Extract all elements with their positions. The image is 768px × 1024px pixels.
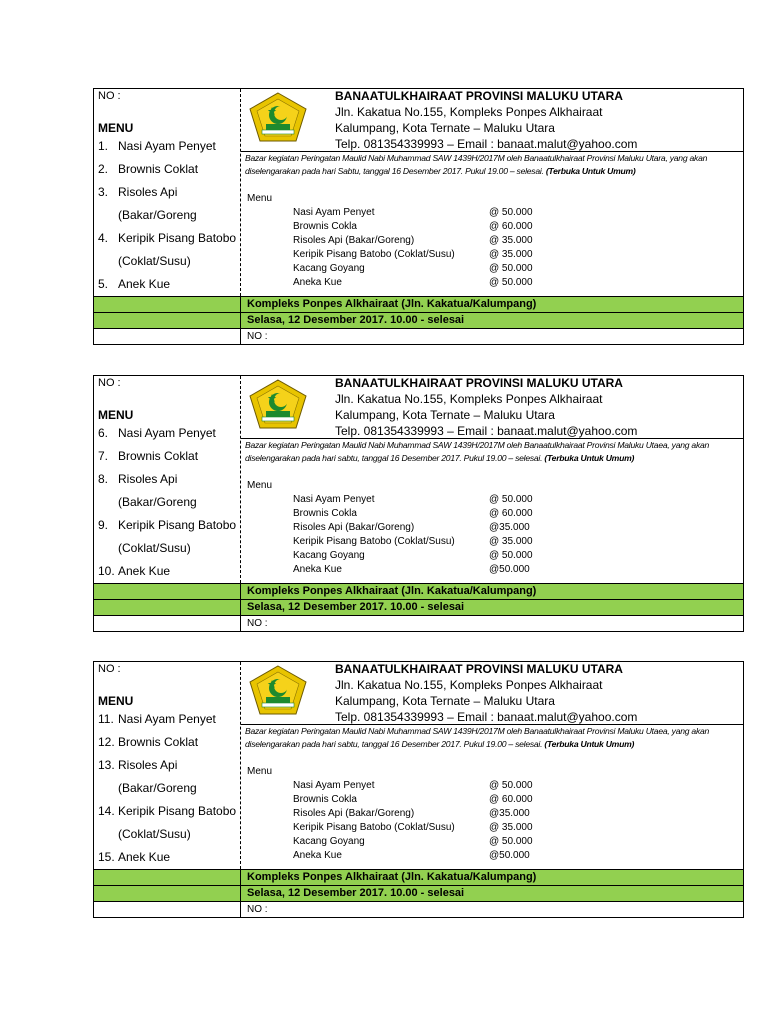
organization-address-line1: Jln. Kakatua No.155, Kompleks Ponpes Alkhairaat: [335, 392, 603, 406]
stub-menu-item: [98, 472, 177, 486]
ticket-footer: [94, 901, 743, 918]
open-to-public-note: (Terbuka Untuk Umum): [544, 453, 635, 463]
menu-item-name: Keripik Pisang Batobo (Coklat/Susu): [293, 536, 455, 547]
menu-item-name: Nasi Ayam Penyet: [293, 207, 375, 218]
stub-menu-item: [98, 518, 236, 532]
menu-item-name: Nasi Ayam Penyet: [293, 494, 375, 505]
event-location: Kompleks Ponpes Alkhairaat (Jln. Kakatua/Kalumpang): [247, 298, 537, 310]
menu-item-price: @ 35.000: [489, 235, 533, 246]
menu-item-name: Aneka Kue: [293, 850, 342, 861]
menu-item-name: Keripik Pisang Batobo (Coklat/Susu): [293, 822, 455, 833]
stub-item-number: 13.: [98, 758, 115, 772]
ticket-stub: [94, 662, 241, 869]
organization-name: BANAATULKHAIRAAT PROVINSI MALUKU UTARA: [335, 662, 623, 676]
stub-number-label: NO :: [98, 663, 121, 675]
stub-item-text: (Coklat/Susu): [118, 254, 191, 268]
stub-item-text: (Bakar/Goreng: [118, 208, 197, 222]
ticket-number-label: NO :: [247, 331, 268, 342]
stub-item-number: 7.: [98, 449, 109, 463]
organization-emblem-icon: [248, 91, 308, 143]
menu-item-name: Nasi Ayam Penyet: [293, 780, 375, 791]
ticket-number-label: NO :: [247, 618, 268, 629]
ticket-number-label: NO :: [247, 904, 268, 915]
stub-menu-item: [98, 564, 170, 578]
footer-divider: [240, 329, 241, 345]
menu-item-price: @ 50.000: [489, 494, 533, 505]
organization-address-line1: Jln. Kakatua No.155, Kompleks Ponpes Alkhairaat: [335, 105, 603, 119]
menu-label: Menu: [247, 766, 273, 777]
stub-number-label: NO :: [98, 90, 121, 102]
menu-item-price: @50.000: [489, 564, 530, 575]
event-location: Kompleks Ponpes Alkhairaat (Jln. Kakatua/Kalumpang): [247, 871, 537, 883]
band-divider: [240, 297, 241, 313]
bazar-ticket: [93, 375, 744, 632]
footer-divider: [240, 902, 241, 918]
menu-item-price: @50.000: [489, 850, 530, 861]
stub-item-number: 5.: [98, 277, 109, 291]
stub-item-text: (Bakar/Goreng: [118, 495, 197, 509]
stub-item-text: (Coklat/Susu): [118, 541, 191, 555]
stub-item-text: Keripik Pisang Batobo: [118, 804, 237, 818]
stub-item-text: Anek Kue: [118, 564, 171, 578]
stub-item-number: 14.: [98, 804, 115, 818]
stub-item-number: 11.: [98, 712, 114, 726]
stub-menu-item: [98, 277, 170, 291]
stub-item-text: Nasi Ayam Penyet: [118, 712, 216, 726]
menu-item-name: Risoles Api (Bakar/Goreng): [293, 522, 415, 533]
stub-menu-item: [98, 495, 197, 509]
menu-item-price: @ 60.000: [489, 794, 533, 805]
menu-item-name: Brownis Cokla: [293, 508, 357, 519]
stub-item-text: Anek Kue: [118, 277, 171, 291]
stub-item-text: Nasi Ayam Penyet: [118, 139, 216, 153]
menu-item-price: @ 60.000: [489, 508, 533, 519]
stub-item-number: 4.: [98, 231, 109, 245]
event-description-text: Bazar kegiatan Peringatan Maulid Nabi Muhammad SAW 1439H/2017M oleh Banaatulkhairaat Provinsi Maluku Utara, yang akan diselengarakan pada hari Sabtu, tanggal 16 Desember 2017. Pukul 19.00 – selesai.: [245, 153, 708, 176]
menu-item-name: Aneka Kue: [293, 564, 342, 575]
organization-address-line1: Jln. Kakatua No.155, Kompleks Ponpes Alkhairaat: [335, 678, 603, 692]
band-divider: [240, 313, 241, 329]
stub-item-number: 8.: [98, 472, 109, 486]
menu-label: Menu: [247, 480, 273, 491]
organization-emblem-icon: [248, 378, 308, 430]
organization-name: BANAATULKHAIRAAT PROVINSI MALUKU UTARA: [335, 376, 623, 390]
stub-item-text: Brownis Coklat: [118, 162, 199, 176]
ticket-stub: [94, 376, 241, 583]
menu-item-price: @ 50.000: [489, 550, 533, 561]
stub-item-number: 6.: [98, 426, 109, 440]
event-description: [245, 152, 741, 178]
stub-menu-item: [98, 449, 198, 463]
stub-item-text: Risoles Api: [118, 758, 178, 772]
open-to-public-note: (Terbuka Untuk Umum): [544, 739, 635, 749]
organization-address-line2: Kalumpang, Kota Ternate – Maluku Utara: [335, 121, 555, 135]
stub-item-number: 10.: [98, 564, 115, 578]
ticket-footer: [94, 615, 743, 632]
menu-item-name: Kacang Goyang: [293, 550, 365, 561]
stub-menu-item: [98, 185, 177, 199]
menu-item-name: Aneka Kue: [293, 277, 342, 288]
schedule-band: [94, 599, 743, 616]
menu-item-price: @ 50.000: [489, 836, 533, 847]
organization-address-line2: Kalumpang, Kota Ternate – Maluku Utara: [335, 408, 555, 422]
menu-item-price: @ 50.000: [489, 207, 533, 218]
menu-item-name: Keripik Pisang Batobo (Coklat/Susu): [293, 249, 455, 260]
menu-item-name: Risoles Api (Bakar/Goreng): [293, 808, 415, 819]
menu-item-price: @35.000: [489, 808, 530, 819]
stub-menu-item: [98, 758, 177, 772]
stub-item-text: Nasi Ayam Penyet: [118, 426, 216, 440]
ticket-stub: [94, 89, 241, 296]
menu-item-price: @35.000: [489, 522, 530, 533]
stub-item-number: 15.: [98, 850, 115, 864]
stub-item-text: Keripik Pisang Batobo: [118, 231, 237, 245]
event-schedule: Selasa, 12 Desember 2017. 10.00 - selesai: [247, 601, 465, 613]
open-to-public-note: (Terbuka Untuk Umum): [545, 166, 636, 176]
stub-menu-title: MENU: [98, 408, 134, 422]
stub-menu-item: [98, 712, 216, 726]
band-divider: [240, 886, 241, 902]
stub-menu-title: MENU: [98, 121, 134, 135]
menu-item-price: @ 50.000: [489, 263, 533, 274]
organization-emblem-icon: [248, 664, 308, 716]
organization-address-line2: Kalumpang, Kota Ternate – Maluku Utara: [335, 694, 555, 708]
stub-menu-item: [98, 139, 216, 153]
menu-item-name: Kacang Goyang: [293, 263, 365, 274]
band-divider: [240, 584, 241, 600]
location-band: [94, 296, 743, 313]
organization-contact: Telp. 081354339993 – Email : banaat.malut@yahoo.com: [335, 137, 638, 151]
location-band: [94, 869, 743, 886]
menu-item-name: Risoles Api (Bakar/Goreng): [293, 235, 415, 246]
stub-menu-item: [98, 254, 191, 268]
band-divider: [240, 870, 241, 886]
stub-menu-title: MENU: [98, 694, 134, 708]
stub-menu-item: [98, 231, 236, 245]
event-schedule: Selasa, 12 Desember 2017. 10.00 - selesai: [247, 314, 465, 326]
event-schedule: Selasa, 12 Desember 2017. 10.00 - selesai: [247, 887, 465, 899]
stub-menu-item: [98, 804, 236, 818]
bazar-ticket: [93, 661, 744, 918]
menu-item-price: @ 35.000: [489, 249, 533, 260]
event-description: [245, 439, 741, 465]
menu-item-price: @ 35.000: [489, 536, 533, 547]
organization-contact: Telp. 081354339993 – Email : banaat.malut@yahoo.com: [335, 424, 638, 438]
stub-item-text: Risoles Api: [118, 472, 178, 486]
stub-menu-item: [98, 735, 198, 749]
stub-item-text: Risoles Api: [118, 185, 178, 199]
ticket-footer: [94, 328, 743, 345]
location-band: [94, 583, 743, 600]
stub-menu-item: [98, 162, 198, 176]
stub-menu-item: [98, 850, 170, 864]
stub-item-number: 3.: [98, 185, 109, 199]
menu-item-name: Kacang Goyang: [293, 836, 365, 847]
stub-number-label: NO :: [98, 377, 121, 389]
event-location: Kompleks Ponpes Alkhairaat (Jln. Kakatua/Kalumpang): [247, 585, 537, 597]
stub-item-text: (Coklat/Susu): [118, 827, 191, 841]
menu-item-price: @ 60.000: [489, 221, 533, 232]
menu-item-price: @ 50.000: [489, 780, 533, 791]
bazar-ticket: [93, 88, 744, 345]
stub-item-text: (Bakar/Goreng: [118, 781, 197, 795]
organization-contact: Telp. 081354339993 – Email : banaat.malut@yahoo.com: [335, 710, 638, 724]
stub-item-number: 2.: [98, 162, 109, 176]
menu-item-price: @ 50.000: [489, 277, 533, 288]
menu-item-price: @ 35.000: [489, 822, 533, 833]
stub-item-text: Brownis Coklat: [118, 449, 199, 463]
stub-menu-item: [98, 208, 197, 222]
event-description: [245, 725, 741, 751]
stub-menu-item: [98, 781, 197, 795]
stub-item-number: 12.: [98, 735, 115, 749]
stub-item-number: 9.: [98, 518, 109, 532]
schedule-band: [94, 885, 743, 902]
stub-menu-item: [98, 426, 216, 440]
stub-item-text: Brownis Coklat: [118, 735, 199, 749]
stub-menu-item: [98, 827, 191, 841]
event-description-text: Bazar kegiatan Peringatan Maulid Nabi Muhammad SAW 1439H/2017M oleh Banaatulkhairaat Provinsi Maluku Utaea, yang akan diselengarakan pada hari sabtu, tanggal 16 Desember 2017. Pukul 19.00 – selesai.: [245, 726, 710, 749]
menu-item-name: Brownis Cokla: [293, 221, 357, 232]
organization-name: BANAATULKHAIRAAT PROVINSI MALUKU UTARA: [335, 89, 623, 103]
stub-item-number: 1.: [98, 139, 109, 153]
menu-label: Menu: [247, 193, 273, 204]
menu-item-name: Brownis Cokla: [293, 794, 357, 805]
stub-item-text: Keripik Pisang Batobo: [118, 518, 237, 532]
band-divider: [240, 600, 241, 616]
stub-item-text: Anek Kue: [118, 850, 171, 864]
event-description-text: Bazar kegiatan Peringatan Maulid Nabi Muhammad SAW 1439H/2017M oleh Banaatulkhairaat Provinsi Maluku Utaea, yang akan diselengarakan pada hari sabtu, tanggal 16 Desember 2017. Pukul 19.00 – selesai.: [245, 440, 710, 463]
stub-menu-item: [98, 541, 191, 555]
schedule-band: [94, 312, 743, 329]
footer-divider: [240, 616, 241, 632]
